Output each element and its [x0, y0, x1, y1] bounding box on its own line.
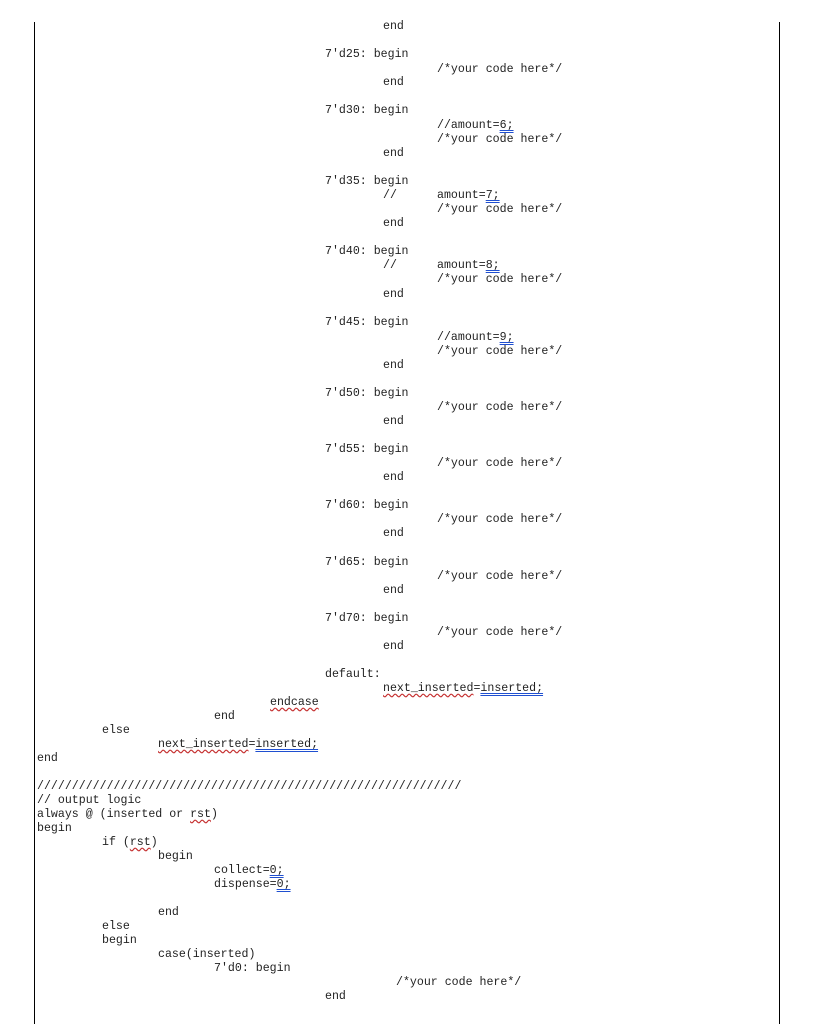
code-text: end	[158, 906, 179, 919]
code-text: end	[383, 288, 404, 301]
code-text: case(inserted)	[158, 948, 256, 961]
code-text: //amount=	[437, 331, 500, 344]
code-text: )	[150, 836, 158, 849]
code-line	[325, 499, 409, 513]
code-line	[270, 696, 319, 710]
code-line	[383, 527, 404, 541]
code-text: end	[383, 415, 404, 428]
code-line	[325, 175, 409, 189]
code-text: )	[210, 808, 218, 821]
code-text: /*your code here*/	[437, 570, 563, 583]
code-flagged-word: rst	[190, 808, 211, 821]
code-line	[396, 976, 521, 990]
code-line	[37, 780, 461, 794]
code-text: begin	[158, 850, 193, 863]
code-line	[437, 119, 514, 133]
code-text: 7'd25: begin	[325, 48, 409, 61]
table-border-left	[34, 22, 35, 1024]
code-text: end	[325, 990, 346, 1003]
code-line	[383, 189, 397, 203]
code-line	[383, 640, 404, 654]
code-flagged-word: next_inserted	[383, 682, 474, 695]
code-flagged-word: endcase	[270, 696, 319, 709]
code-line	[102, 724, 130, 738]
code-text: 7'd0: begin	[214, 962, 291, 975]
code-line	[437, 401, 562, 415]
code-literal: inserted;	[480, 682, 544, 695]
code-text: /*your code here*/	[437, 273, 563, 286]
code-text: end	[214, 710, 235, 723]
code-text: end	[383, 20, 404, 33]
code-line	[37, 822, 72, 836]
code-line	[102, 836, 158, 850]
code-text: /*your code here*/	[437, 457, 563, 470]
code-text: 7'd50: begin	[325, 387, 409, 400]
code-line	[325, 316, 409, 330]
code-text: 7'd40: begin	[325, 245, 409, 258]
code-line	[325, 104, 409, 118]
code-line	[437, 259, 500, 273]
code-text: end	[37, 752, 58, 765]
code-text: /*your code here*/	[437, 203, 563, 216]
code-line	[325, 48, 409, 62]
code-line	[437, 63, 562, 77]
code-text: end	[383, 471, 404, 484]
code-text: end	[383, 147, 404, 160]
code-text: begin	[102, 934, 137, 947]
code-text: if (	[102, 836, 130, 849]
code-text: else	[102, 724, 130, 737]
code-line	[437, 203, 562, 217]
code-line	[37, 808, 218, 822]
code-text: /*your code here*/	[437, 401, 563, 414]
code-text: //amount=	[437, 119, 500, 132]
code-flagged-word: next_inserted	[158, 738, 249, 751]
code-text: /*your code here*/	[437, 513, 563, 526]
code-line	[437, 331, 514, 345]
code-text: collect=	[214, 864, 270, 877]
code-line	[437, 457, 562, 471]
code-text: always @ (inserted or	[37, 808, 191, 821]
code-literal: 7;	[485, 189, 500, 202]
code-text: end	[383, 640, 404, 653]
code-text: end	[383, 584, 404, 597]
code-text: end	[383, 527, 404, 540]
code-literal: 8;	[485, 259, 500, 272]
code-text: //	[383, 189, 397, 202]
code-text: amount=	[437, 259, 486, 272]
code-line	[325, 556, 409, 570]
code-text: 7'd30: begin	[325, 104, 409, 117]
code-text: 7'd65: begin	[325, 556, 409, 569]
code-line	[214, 962, 291, 976]
code-text: // output logic	[37, 794, 142, 807]
code-text: /*your code here*/	[437, 345, 563, 358]
code-text: end	[383, 217, 404, 230]
code-text: /*your code here*/	[396, 976, 522, 989]
code-line	[214, 710, 235, 724]
code-line	[383, 471, 404, 485]
code-line	[383, 217, 404, 231]
code-text: 7'd35: begin	[325, 175, 409, 188]
code-line	[325, 990, 346, 1004]
code-literal: 6;	[499, 119, 514, 132]
code-text: /*your code here*/	[437, 133, 563, 146]
code-line	[214, 878, 291, 892]
code-line	[437, 513, 562, 527]
code-line	[383, 288, 404, 302]
code-text: dispense=	[214, 878, 277, 891]
code-text: amount=	[437, 189, 486, 202]
code-line	[383, 20, 404, 34]
table-border-right	[779, 22, 780, 1024]
code-text: end	[383, 359, 404, 372]
code-line	[383, 76, 404, 90]
code-literal: 9;	[499, 331, 514, 344]
code-line	[158, 948, 255, 962]
code-text: default:	[325, 668, 381, 681]
code-text: 7'd70: begin	[325, 612, 409, 625]
code-text: /*your code here*/	[437, 626, 563, 639]
code-text: begin	[37, 822, 72, 835]
code-literal: 0;	[269, 864, 284, 877]
code-flagged-word: rst	[129, 836, 151, 849]
code-line	[383, 359, 404, 373]
code-text: 7'd60: begin	[325, 499, 409, 512]
code-text: /*your code here*/	[437, 63, 563, 76]
code-text: 7'd55: begin	[325, 443, 409, 456]
code-text: else	[102, 920, 130, 933]
code-literal: 0;	[276, 878, 291, 891]
code-line	[383, 147, 404, 161]
code-text: end	[383, 76, 404, 89]
code-line	[158, 906, 179, 920]
code-text: =	[473, 682, 481, 695]
code-line	[325, 668, 381, 682]
code-line	[383, 584, 404, 598]
code-line	[102, 934, 137, 948]
code-line	[383, 682, 543, 696]
code-line	[383, 259, 397, 273]
code-line	[37, 752, 58, 766]
code-line	[325, 612, 409, 626]
code-text: 7'd45: begin	[325, 316, 409, 329]
code-text: //	[383, 259, 397, 272]
code-line	[325, 443, 409, 457]
code-text: =	[248, 738, 256, 751]
code-text: /////////////////////////////////////////////////////////////	[37, 780, 462, 793]
code-literal: inserted;	[255, 738, 319, 751]
code-line	[102, 920, 130, 934]
code-line	[214, 864, 284, 878]
code-line	[325, 245, 409, 259]
code-line	[437, 570, 562, 584]
code-line	[437, 626, 562, 640]
code-line	[437, 133, 562, 147]
code-line	[437, 189, 500, 203]
code-line	[325, 387, 409, 401]
code-line	[158, 850, 193, 864]
code-line	[437, 345, 562, 359]
code-line	[37, 794, 141, 808]
code-line	[158, 738, 318, 752]
code-line	[437, 273, 562, 287]
code-line	[383, 415, 404, 429]
